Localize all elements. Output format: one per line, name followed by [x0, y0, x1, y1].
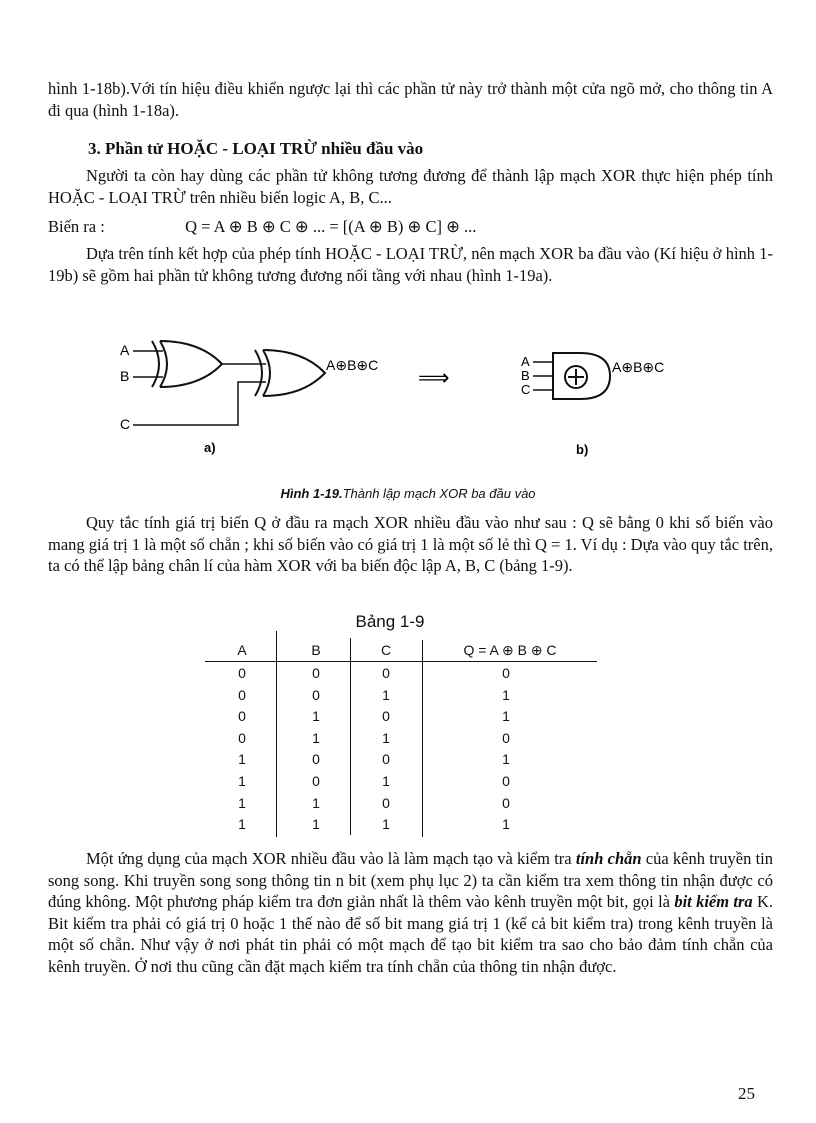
table-cell: 0 — [238, 665, 246, 681]
output-label: Biến ra : — [48, 217, 105, 236]
paragraph-5 — [48, 848, 773, 978]
input-c-label: C — [120, 416, 131, 432]
table-cell: 0 — [238, 729, 246, 746]
table-cell: 1 — [502, 751, 510, 768]
table-col-divider-3 — [422, 640, 423, 837]
table-header-a: A — [237, 642, 247, 658]
p5-after: K. Bit kiểm tra phải có giá trị 0 hoặc 1 thế nào để số bit mang giá trị 1 (kể cả bit kiểm tra) trong kênh truyền là một số chẵn. Như vậy ở nơi phát tin phải có một mạch để tạo bit kiểm tra sao cho bảo đảm tính chẵn của kênh truyền. Ở nơi thu cũng cần đặt mạch kiểm tra tính chẵn của thông tin nhận được. — [48, 892, 774, 976]
term-bit-kiem-tra: bit kiểm tra — [674, 892, 753, 912]
paragraph-3: Dựa trên tính kết hợp của phép tính HOẶC - LOẠI TRỪ, nên mạch XOR ba đầu vào (Kí hiệu ở hình 1-19b) sẽ gồm hai phần tử không tương đương nối tầng với nhau (hình 1-19a). — [48, 244, 773, 285]
wires-b — [533, 362, 553, 390]
table-cell: 1 — [312, 794, 320, 811]
table-cell: 0 — [502, 665, 510, 681]
table-cell: 1 — [312, 816, 320, 833]
input-a-label: A — [120, 342, 130, 358]
paragraph-4: Quy tắc tính giá trị biến Q ở đầu ra mạch XOR nhiều đầu vào như sau : Q sẽ bằng 0 khi số biến vào mang giá trị 1 là một số chẵn ; khi số biến vào có giá trị 1 là một số lẻ thì Q = 1. Ví dụ : Dựa vào quy tắc trên, ta có thể lập bảng chân lí của hàm XOR với ba biến độc lập A, B, C (bảng 1-9). — [48, 513, 773, 576]
table-col-divider-2 — [350, 638, 351, 835]
table-cell: 0 — [238, 686, 246, 703]
table-title: Bảng 1-9 — [355, 612, 425, 631]
p5-before: Một ứng dụng của mạch XOR nhiều đầu vào là làm mạch tạo và kiểm tra — [86, 849, 572, 868]
page-number: 25 — [738, 1084, 755, 1103]
input-b-label: B — [120, 368, 130, 384]
table-header-c: C — [380, 642, 392, 658]
table-cell: 0 — [382, 665, 390, 681]
paragraph-2: Người ta còn hay dùng các phần tử không tương đương để thành lập mạch XOR thực hiện phép tính HOẶC - LOẠI TRỪ trên nhiều biến logic A, B, C... — [48, 166, 773, 207]
sub-label-a: a) — [204, 440, 216, 455]
output-a-label: A⊕B⊕C — [326, 357, 379, 373]
table-cell: 1 — [502, 816, 510, 833]
table-cell: 1 — [382, 686, 390, 703]
table-cell: 0 — [382, 751, 390, 768]
sub-label-b: b) — [576, 442, 589, 457]
xor-formula: Q = A ⊕ B ⊕ C ⊕ ... = [(A ⊕ B) ⊕ C] ⊕ ... — [185, 217, 477, 236]
table-cell: 0 — [312, 773, 320, 789]
arrow-icon: ⟹ — [418, 365, 450, 390]
table-cell: 1 — [238, 751, 246, 768]
figure-caption — [0, 486, 816, 501]
table-header-b: B — [311, 642, 321, 658]
input-b-b-label: B — [521, 368, 530, 383]
table-cell: 0 — [382, 708, 390, 725]
paragraph-1: hình 1-18b).Với tín hiệu điều khiển ngược lại thì các phần tử này trở thành một cửa ngõ mở, cho thông tin A đi qua (hình 1-18a). — [48, 79, 773, 120]
caption-ref: Hình 1-19. — [280, 486, 343, 501]
table-header-rule — [205, 661, 597, 662]
table-cell: 1 — [238, 816, 246, 833]
table-col-divider-1 — [276, 631, 277, 837]
figure-xor-three-input — [0, 330, 816, 470]
table-cell: 0 — [312, 686, 320, 703]
input-c-b-label: C — [521, 382, 531, 397]
table-cell: 0 — [502, 773, 510, 789]
table-cell: 0 — [312, 665, 320, 681]
table-cell: 1 — [238, 794, 246, 811]
table-cell: 0 — [382, 794, 390, 811]
table-cell: 1 — [312, 708, 320, 725]
table-cell: 1 — [382, 816, 390, 833]
output-b-label: A⊕B⊕C — [612, 359, 665, 375]
table-cell: 0 — [238, 708, 246, 725]
section-heading: 3. Phần tử HOẶC - LOẠI TRỪ nhiều đầu vào — [88, 139, 424, 158]
xor-symbol-gate — [553, 353, 610, 399]
xor-gate-1 — [152, 341, 222, 387]
input-a-b-label: A — [521, 354, 530, 369]
xor-gate-2 — [255, 350, 325, 396]
p5-mid: của kênh truyền tin song song. Khi truyền song song thông tin n bit (xem phụ lục 2) ta cần kiểm tra xem thông tin nhận được có đúng không. Một phương pháp kiểm tra đơn giản nhất là thêm vào kênh truyền một bit, gọi là — [48, 849, 774, 912]
table-header-q: Q = A ⊕ B ⊕ C — [463, 642, 557, 658]
table-cell: 1 — [502, 708, 510, 725]
table-cell: 1 — [502, 686, 510, 703]
table-cell: 1 — [382, 773, 390, 789]
table-cell: 0 — [312, 751, 320, 768]
term-tinh-chan: tính chẵn — [575, 849, 642, 868]
table-cell: 0 — [502, 794, 510, 811]
wires-a — [133, 351, 266, 425]
table-cell: 1 — [312, 729, 320, 746]
table-cell: 1 — [238, 773, 246, 789]
formula-line — [48, 216, 476, 237]
table-cell: 1 — [382, 729, 390, 746]
table-cell: 0 — [502, 729, 510, 746]
caption-text: Thành lập mạch XOR ba đầu vào — [342, 486, 536, 501]
